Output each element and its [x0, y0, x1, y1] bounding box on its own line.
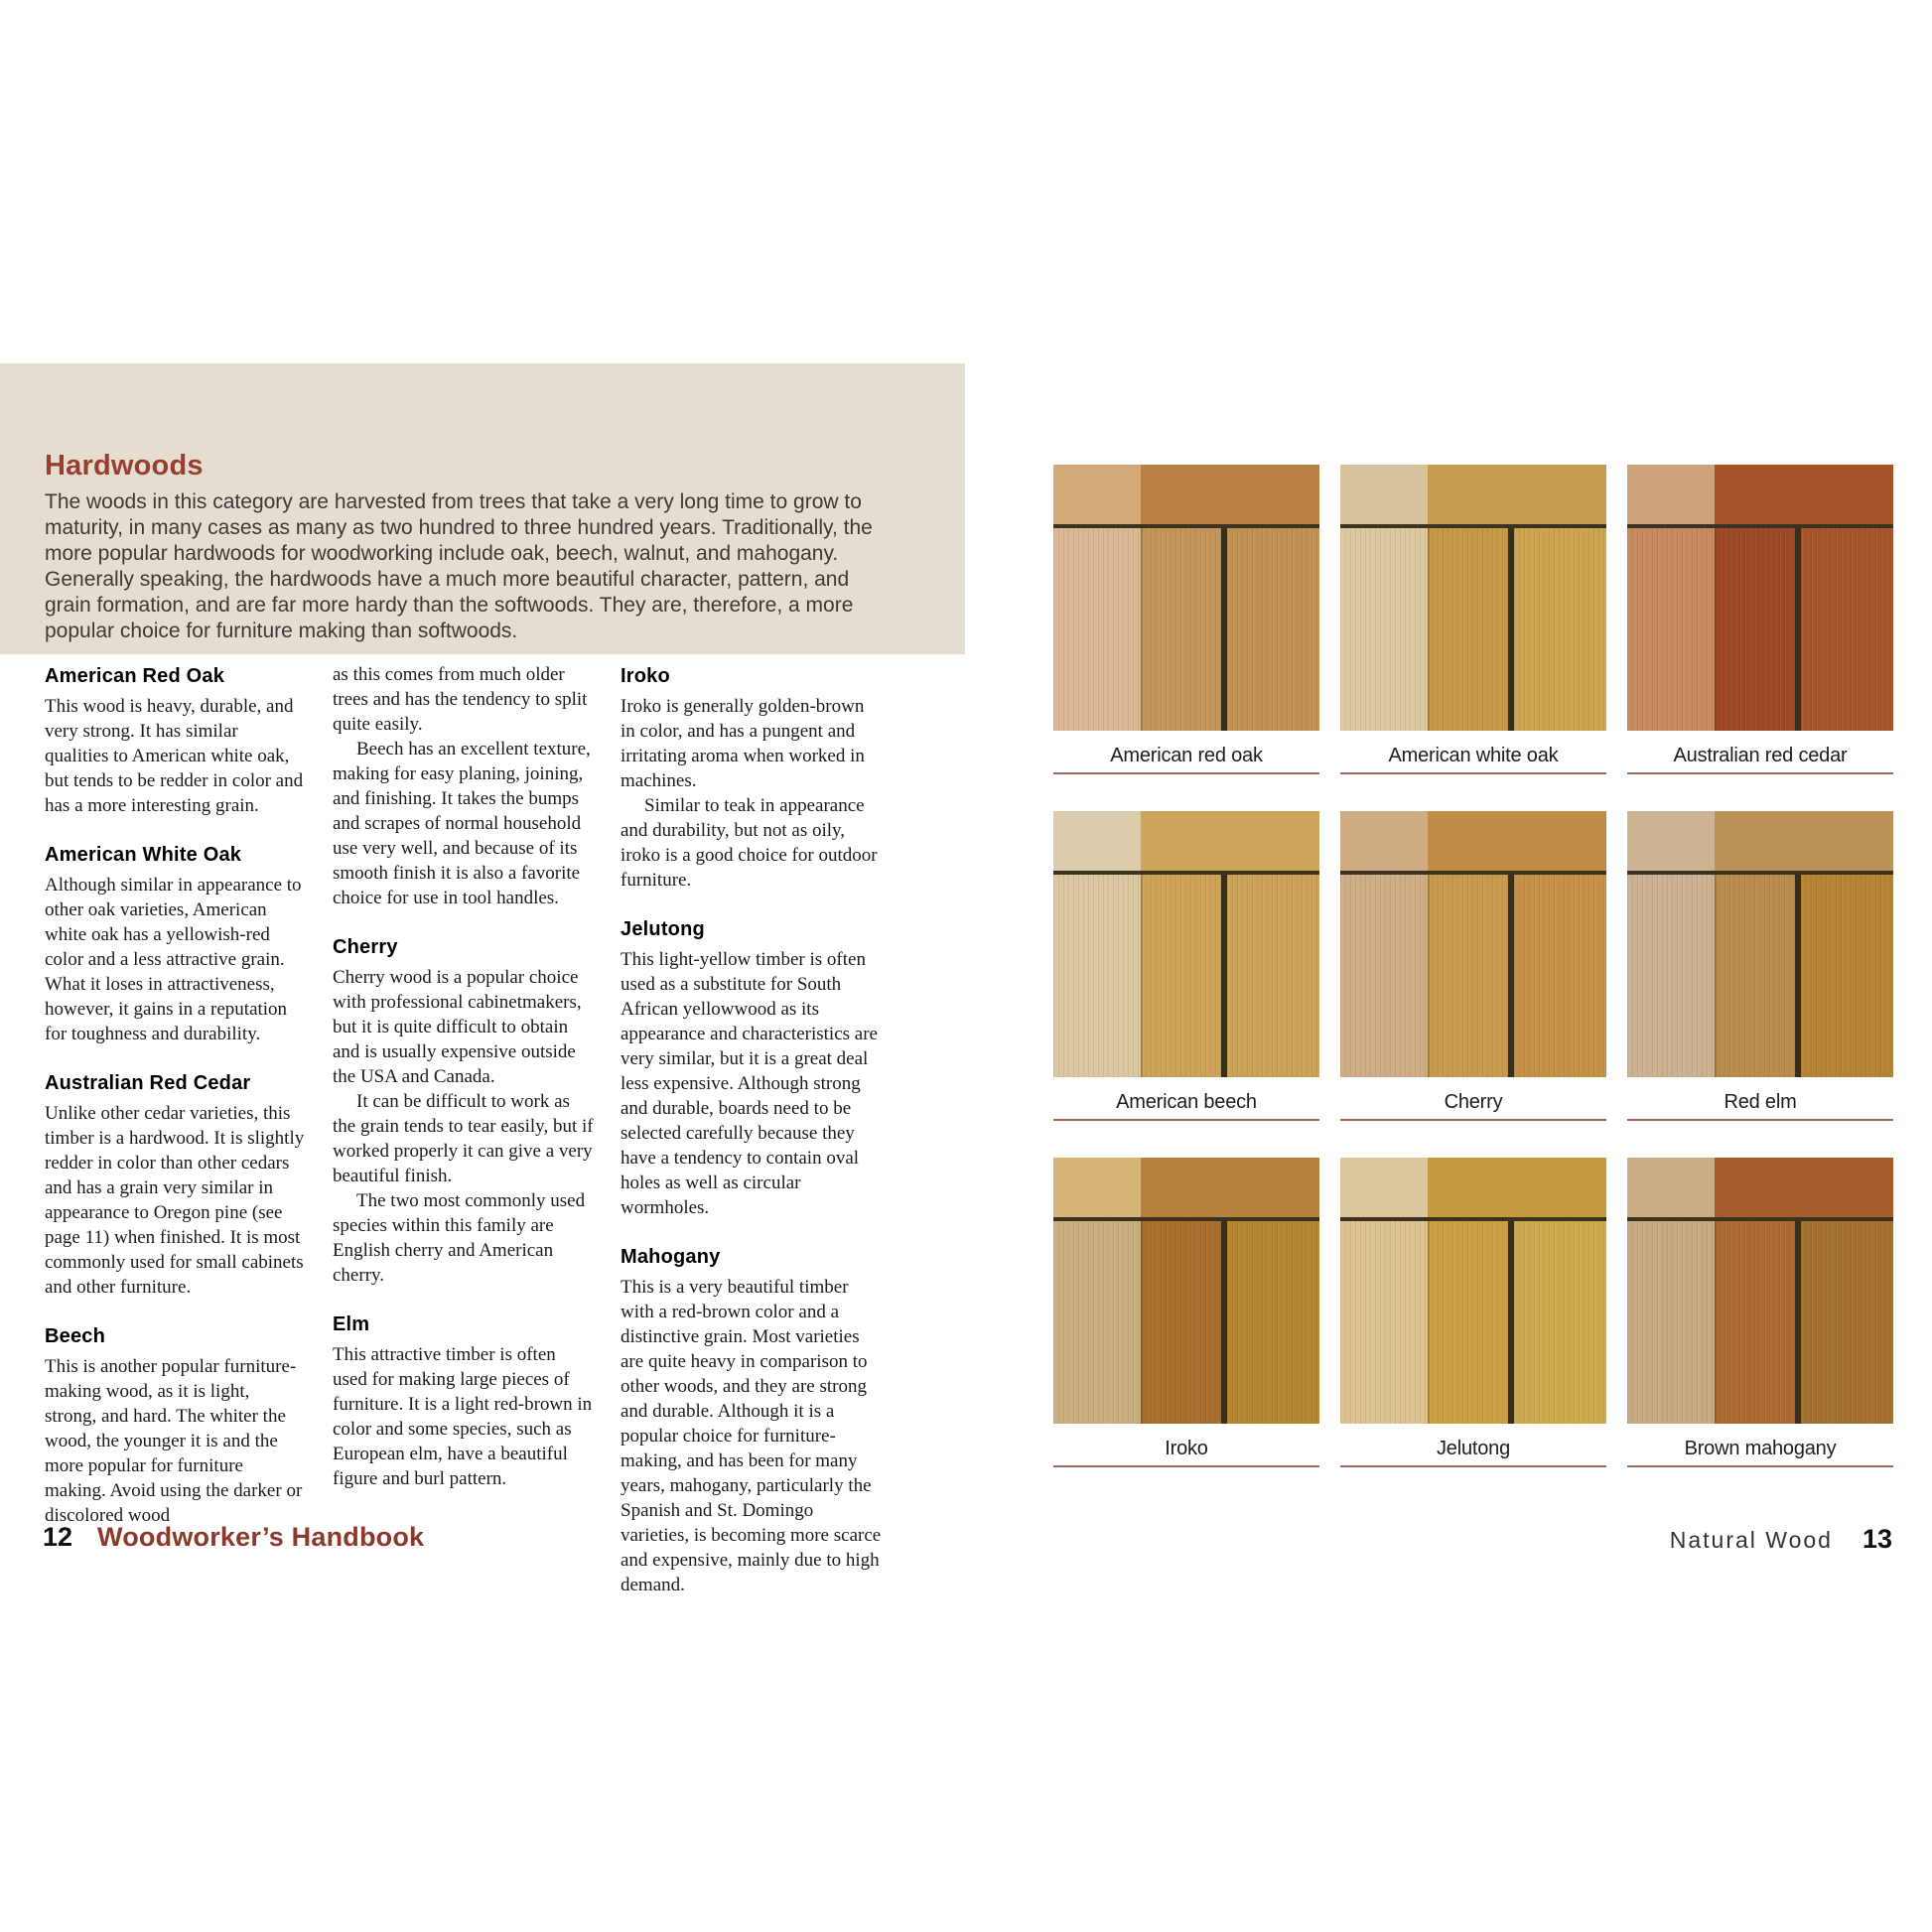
- wood-top-left: [1340, 811, 1428, 871]
- wood-board-left: [1340, 1221, 1428, 1424]
- wood-board-left: [1627, 1221, 1715, 1424]
- caption-rule: [1340, 1119, 1606, 1121]
- wood-board-right: [1227, 875, 1319, 1077]
- wood-paragraph: This is a very beautiful timber with a red-brown color and a distinctive grain. Most varieties are quite heavy in comparison to other woods, and they are strong and durable. Although it is a popular choice for furniture-making, and has been for many years, mahogany, particularly the Spanish and St. Domingo varieties, is becoming more scarce and expensive, mainly due to high demand.: [621, 1277, 882, 1595]
- wood-heading: Jelutong: [621, 918, 705, 940]
- wood-sample-caption: Jelutong: [1436, 1438, 1510, 1459]
- wood-paragraph: Similar to teak in appearance and durability, but not as oily, iroko is a good choice for outdoor furniture.: [621, 795, 878, 891]
- wood-sample-caption: American beech: [1116, 1091, 1257, 1113]
- wood-paragraph: This is another popular furniture-making wood, as it is light, strong, and hard. The whiter the wood, the younger it is and the more popular for furniture making. Avoid using the darker or discolored wood: [45, 1356, 303, 1526]
- wood-board-right: [1227, 1221, 1319, 1424]
- wood-sample-cell: [1627, 465, 1893, 774]
- wood-top-left: [1627, 811, 1715, 871]
- wood-paragraph: Although similar in appearance to other oak varieties, American white oak has a yellowish-red color and a less attractive grain. What it loses in attractiveness, however, it gains in a reputation for toughness and durability.: [45, 875, 302, 1044]
- wood-heading: American Red Oak: [45, 665, 225, 687]
- wood-board-middle: [1141, 1221, 1220, 1424]
- samples-grid: [1053, 465, 1893, 1467]
- wood-sample-caption: American white oak: [1388, 745, 1559, 766]
- wood-board-middle: [1428, 1221, 1507, 1424]
- wood-sample-caption: Red elm: [1724, 1091, 1797, 1113]
- section-title: Hardwoods: [45, 450, 204, 482]
- wood-board-left: [1627, 528, 1715, 731]
- text-column-3: [621, 662, 882, 1597]
- caption-rule: [1340, 772, 1606, 774]
- caption-rule: [1627, 1119, 1893, 1121]
- wood-sample-cell: [1340, 811, 1606, 1121]
- wood-sample-photo: [1340, 1158, 1606, 1424]
- wood-sample-cell: [1340, 465, 1606, 774]
- wood-paragraph: as this comes from much older trees and has the tendency to split quite easily.: [333, 664, 588, 735]
- wood-sample-cell: [1340, 1158, 1606, 1467]
- wood-board-right: [1801, 875, 1893, 1077]
- wood-sample-cell: [1053, 1158, 1319, 1467]
- wood-top-left: [1627, 1158, 1715, 1217]
- wood-paragraph: Beech has an excellent texture, making for easy planing, joining, and finishing. It takes the bumps and scrapes of normal household use very well, and because of its smooth finish it is also a favorite choice for use in tool handles.: [333, 739, 591, 908]
- wood-board-middle: [1715, 528, 1794, 731]
- text-columns: [45, 662, 884, 1597]
- wood-sample-photo: [1340, 465, 1606, 731]
- wood-board-middle: [1141, 528, 1220, 731]
- footer-left: [43, 1522, 424, 1553]
- wood-board-left: [1627, 875, 1715, 1077]
- wood-top-right: [1141, 465, 1319, 524]
- wood-sample-caption: American red oak: [1110, 745, 1263, 766]
- wood-paragraph: It can be difficult to work as the grain tends to tear easily, but if worked properly it can give a very beautiful finish.: [333, 1091, 594, 1186]
- wood-top-left: [1053, 465, 1141, 524]
- caption-rule: [1340, 1465, 1606, 1467]
- wood-board-middle: [1428, 875, 1507, 1077]
- wood-sample-photo: [1627, 1158, 1893, 1424]
- wood-top-right: [1428, 465, 1606, 524]
- wood-paragraph: This attractive timber is often used for making large pieces of furniture. It is a light red-brown in color and some species, such as European elm, have a beautiful figure and burl pattern.: [333, 1344, 593, 1489]
- wood-sample-caption: Australian red cedar: [1673, 745, 1848, 766]
- wood-sample-cell: [1053, 465, 1319, 774]
- wood-sample-cell: [1627, 811, 1893, 1121]
- wood-board-middle: [1428, 528, 1507, 731]
- wood-top-right: [1715, 1158, 1893, 1217]
- wood-board-right: [1514, 875, 1606, 1077]
- wood-sample-photo: [1627, 811, 1893, 1077]
- wood-sample-caption: Iroko: [1165, 1438, 1208, 1459]
- wood-top-left: [1053, 1158, 1141, 1217]
- caption-rule: [1053, 772, 1319, 774]
- hardwoods-intro-panel: [0, 363, 965, 654]
- caption-rule: [1627, 772, 1893, 774]
- wood-heading: Beech: [45, 1325, 106, 1347]
- book-title: Woodworker’s Handbook: [97, 1522, 425, 1552]
- wood-board-left: [1340, 528, 1428, 731]
- footer-right: [1670, 1524, 1892, 1555]
- wood-board-right: [1801, 528, 1893, 731]
- wood-board-right: [1514, 528, 1606, 731]
- wood-sample-caption: Cherry: [1444, 1091, 1503, 1113]
- text-column-1: [45, 662, 306, 1597]
- wood-sample-photo: [1053, 1158, 1319, 1424]
- wood-board-left: [1053, 1221, 1141, 1424]
- wood-sample-photo: [1340, 811, 1606, 1077]
- wood-sample-photo: [1053, 811, 1319, 1077]
- page-number-left: 12: [43, 1522, 73, 1552]
- wood-top-right: [1715, 811, 1893, 871]
- wood-heading: American White Oak: [45, 844, 242, 866]
- wood-top-right: [1141, 811, 1319, 871]
- wood-paragraph: This light-yellow timber is often used as a substitute for South African yellowwood as its appearance and characteristics are very similar, but it is a great deal less expensive. Although strong and durable, boards need to be selected carefully because they have a tendency to contain oval holes as well as circular wormholes.: [621, 949, 878, 1218]
- section-intro: The woods in this category are harvested from trees that take a very long time to grow to maturity, in many cases as many as two hundred to three hundred years. Traditionally, the more popular hardwoods for woodworking include oak, beech, walnut, and mahogany. Generally speaking, the hardwoods have a much more beautiful character, pattern, and grain formation, and are far more hardy than the softwoods. They are, therefore, a more popular choice for furniture making than softwoods.: [45, 490, 873, 642]
- wood-sample-cell: [1053, 811, 1319, 1121]
- wood-top-left: [1340, 465, 1428, 524]
- wood-heading: Australian Red Cedar: [45, 1072, 251, 1094]
- chapter-name: Natural Wood: [1669, 1527, 1833, 1553]
- wood-top-left: [1340, 1158, 1428, 1217]
- wood-heading: Iroko: [621, 665, 670, 687]
- wood-board-middle: [1715, 875, 1794, 1077]
- wood-top-right: [1715, 465, 1893, 524]
- wood-paragraph: Iroko is generally golden-brown in color, and has a pungent and irritating aroma when worked in machines.: [621, 696, 865, 791]
- wood-board-left: [1053, 528, 1141, 731]
- wood-heading: Cherry: [333, 936, 398, 958]
- wood-heading: Mahogany: [621, 1246, 721, 1268]
- wood-paragraph: The two most commonly used species within this family are English cherry and American cherry.: [333, 1190, 586, 1286]
- wood-paragraph: This wood is heavy, durable, and very strong. It has similar qualities to American white oak, but tends to be redder in color and has a more interesting grain.: [45, 696, 304, 816]
- wood-board-right: [1801, 1221, 1893, 1424]
- wood-board-middle: [1715, 1221, 1794, 1424]
- wood-top-left: [1627, 465, 1715, 524]
- wood-sample-photo: [1053, 465, 1319, 731]
- caption-rule: [1053, 1119, 1319, 1121]
- wood-top-right: [1428, 1158, 1606, 1217]
- wood-sample-cell: [1627, 1158, 1893, 1467]
- page-number-right: 13: [1862, 1524, 1892, 1554]
- wood-paragraph: Unlike other cedar varieties, this timber is a hardwood. It is slightly redder in color than other cedars and has a grain very similar in appearance to Oregon pine (see page 11) when finished. It is most commonly used for small cabinets and other furniture.: [45, 1103, 305, 1298]
- wood-heading: Elm: [333, 1313, 370, 1335]
- wood-paragraph: Cherry wood is a popular choice with professional cabinetmakers, but it is quite difficult to obtain and is usually expensive outside the USA and Canada.: [333, 967, 582, 1087]
- wood-top-right: [1428, 811, 1606, 871]
- wood-sample-caption: Brown mahogany: [1684, 1438, 1837, 1459]
- wood-board-right: [1514, 1221, 1606, 1424]
- wood-board-right: [1227, 528, 1319, 731]
- wood-board-middle: [1141, 875, 1220, 1077]
- wood-board-left: [1053, 875, 1141, 1077]
- wood-sample-photo: [1627, 465, 1893, 731]
- wood-top-right: [1141, 1158, 1319, 1217]
- caption-rule: [1053, 1465, 1319, 1467]
- text-column-2: [333, 662, 594, 1597]
- wood-board-left: [1340, 875, 1428, 1077]
- wood-top-left: [1053, 811, 1141, 871]
- caption-rule: [1627, 1465, 1893, 1467]
